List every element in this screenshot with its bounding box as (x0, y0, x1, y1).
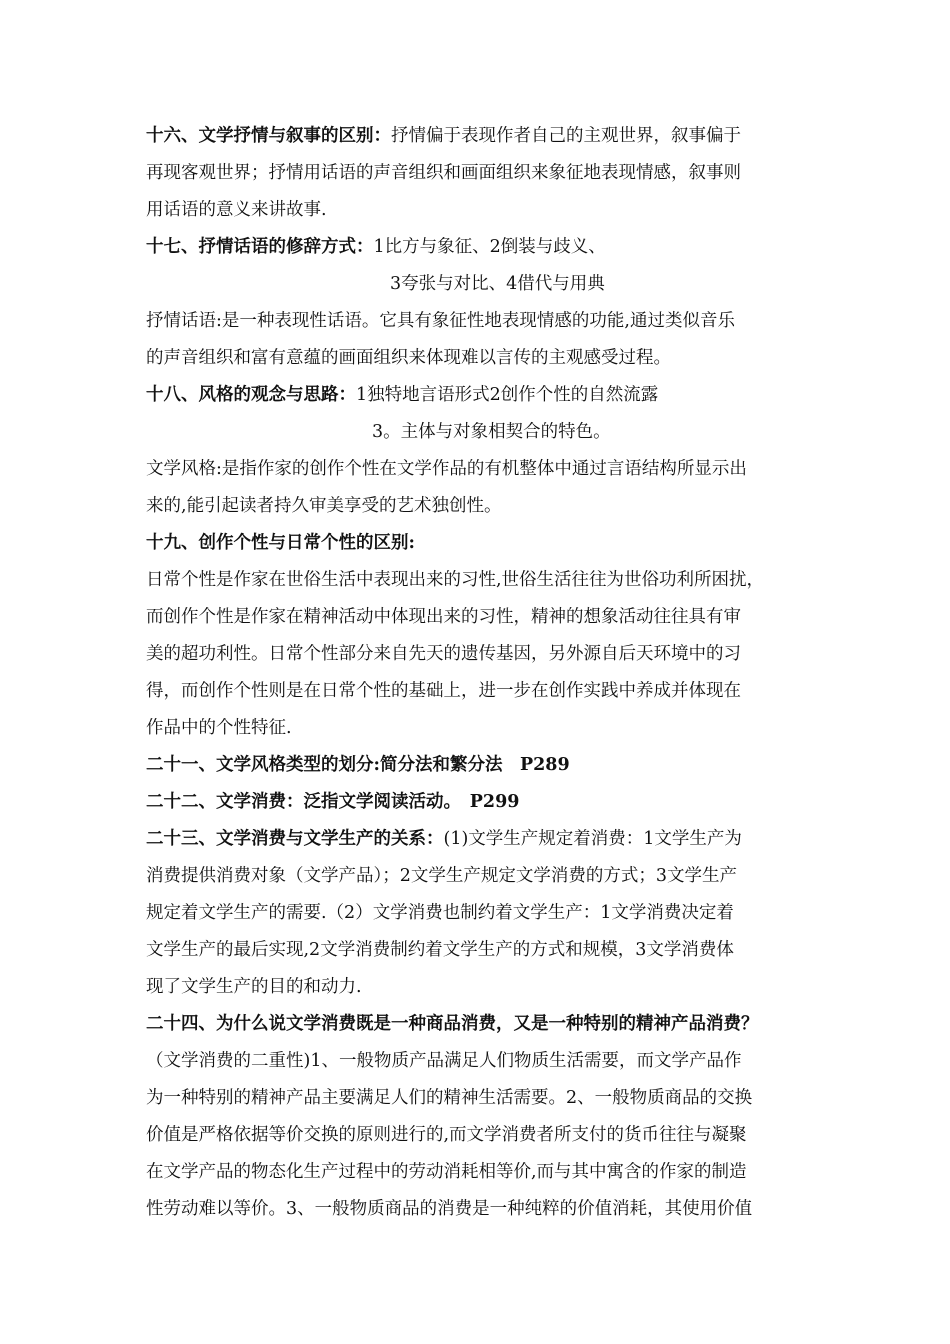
line-text: 来的,能引起读者持久审美享受的艺术独创性。 (146, 496, 502, 516)
line-text: 3夸张与对比、4借代与用典 (390, 274, 605, 294)
heading-16: 十六、文学抒情与叙事的区别： (146, 126, 391, 146)
text-line (146, 710, 836, 747)
document-page (146, 118, 836, 1228)
text-line (146, 895, 836, 932)
line-text: 1比方与象征、2倒装与歧义、 (373, 237, 606, 257)
line-text: 性劳动难以等价。3、一般物质商品的消费是一种纯粹的价值消耗，其使用价值 (146, 1199, 753, 1219)
text-line (146, 599, 836, 636)
line-text: 而创作个性是作家在精神活动中体现出来的习性，精神的想象活动往往具有审 (146, 607, 741, 627)
text-line (146, 192, 836, 229)
line-text: 1独特地言语形式2创作个性的自然流露 (356, 385, 659, 405)
text-line (146, 673, 836, 710)
line-text: 抒情话语:是一种表现性话语。它具有象征性地表现情感的功能,通过类似音乐 (146, 311, 735, 331)
line-text: 得，而创作个性则是在日常个性的基础上，进一步在创作实践中养成并体现在 (146, 681, 741, 701)
text-line (146, 562, 836, 599)
text-line (146, 932, 836, 969)
line-text: 抒情偏于表现作者自己的主观世界，叙事偏于 (391, 126, 741, 146)
line-text: 为一种特别的精神产品主要满足人们的精神生活需要。2、一般物质商品的交换 (146, 1088, 753, 1108)
line-text: 现了文学生产的目的和动力. (146, 977, 362, 997)
line-text: (1)文学生产规定着消费：1文学生产为 (443, 829, 742, 849)
text-line (146, 377, 836, 414)
line-text: 消费提供消费对象（文学产品）；2文学生产规定文学消费的方式；3文学生产 (146, 866, 738, 886)
line-text: 3。主体与对象相契合的特色。 (372, 422, 611, 442)
text-line (146, 784, 836, 821)
text-line (146, 1191, 836, 1228)
line-text: 在文学产品的物态化生产过程中的劳动消耗相等价,而与其中寓含的作家的制造 (146, 1162, 747, 1182)
text-line (146, 1154, 836, 1191)
heading-19: 十九、创作个性与日常个性的区别: (146, 533, 415, 553)
text-line (146, 1043, 836, 1080)
heading-18: 十八、风格的观念与思路： (146, 385, 356, 405)
line-text: 用话语的意义来讲故事. (146, 200, 327, 220)
text-line (146, 1006, 836, 1043)
text-line (146, 821, 836, 858)
heading-22: 二十二、文学消费：泛指文学阅读活动。 P299 (146, 792, 520, 812)
line-text: 的声音组织和富有意蕴的画面组织来体现难以言传的主观感受过程。 (146, 348, 671, 368)
text-line (146, 747, 836, 784)
text-line (146, 340, 836, 377)
text-line (146, 858, 836, 895)
line-text: 再现客观世界；抒情用话语的声音组织和画面组织来象征地表现情感，叙事则 (146, 163, 741, 183)
text-line (146, 155, 836, 192)
text-line (146, 229, 836, 266)
line-text: 文学生产的最后实现,2文学消费制约着文学生产的方式和规模，3文学消费体 (146, 940, 734, 960)
line-text: 美的超功利性。日常个性部分来自先天的遗传基因，另外源自后天环境中的习 (146, 644, 741, 664)
heading-23: 二十三、文学消费与文学生产的关系： (146, 829, 444, 849)
text-line (146, 303, 836, 340)
line-text: （文学消费的二重性)1、一般物质产品满足人们物质生活需要，而文学产品作 (146, 1051, 742, 1071)
text-line (146, 266, 836, 303)
text-line (146, 488, 836, 525)
text-line (146, 451, 836, 488)
line-text: 日常个性是作家在世俗生活中表现出来的习性,世俗生活往往为世俗功利所困扰， (146, 570, 765, 590)
line-text: 规定着文学生产的需要.（2）文学消费也制约着文学生产：1文学消费决定着 (146, 903, 734, 923)
heading-17: 十七、抒情话语的修辞方式： (146, 237, 374, 257)
line-text: 文学风格:是指作家的创作个性在文学作品的有机整体中通过言语结构所显示出 (146, 459, 747, 479)
heading-21: 二十一、文学风格类型的划分:简分法和繁分法 P289 (146, 755, 570, 775)
line-text: 作品中的个性特征. (146, 718, 292, 738)
heading-24: 二十四、为什么说文学消费既是一种商品消费，又是一种特别的精神产品消费？ (146, 1014, 759, 1034)
text-line (146, 1117, 836, 1154)
text-line (146, 969, 836, 1006)
line-text: 价值是严格依据等价交换的原则进行的,而文学消费者所支付的货币往往与凝聚 (146, 1125, 747, 1145)
text-line (146, 118, 836, 155)
text-line (146, 414, 836, 451)
text-line (146, 636, 836, 673)
text-line (146, 525, 836, 562)
text-line (146, 1080, 836, 1117)
